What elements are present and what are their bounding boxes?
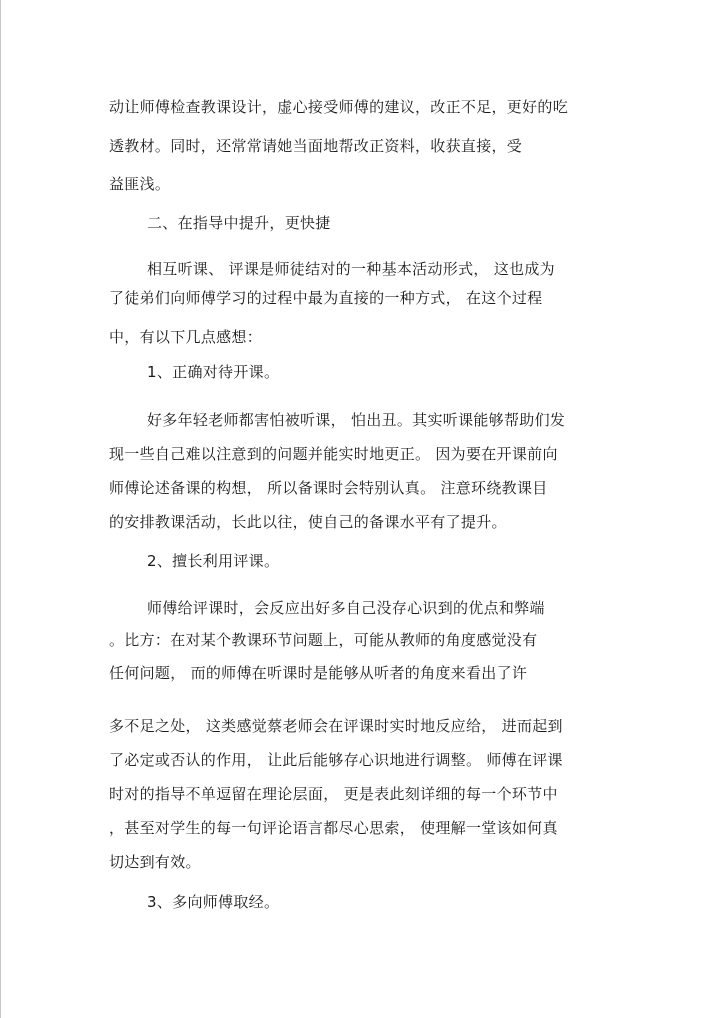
- text-line: 多不足之处， 这类感觉蔡老师会在评课时实时地反应给， 进而起到: [109, 717, 563, 735]
- list-heading: 1、正确对待开课。: [147, 363, 280, 381]
- text-line: 了必定或否认的作用， 让此后能够存心识地进行调整。 师傅在评课: [109, 751, 563, 769]
- section-heading: 二、在指导中提升，更快捷: [147, 214, 331, 232]
- text-line: 师傅给评课时，会反应出好多自己没存心识到的优点和弊端: [147, 599, 545, 617]
- text-line: 相互听课、 评课是师徒结对的一种基本活动形式， 这也成为: [147, 260, 555, 278]
- text-line: 透教材。同时，还常常请她当面地帮改正资料，收获直接，受: [109, 137, 523, 155]
- list-heading: 2、擅长利用评课。: [147, 552, 280, 570]
- text-line: 动让师傅检查教课设计，虚心接受师傅的建议，改正不足，更好的吃: [109, 98, 569, 116]
- text-line: 中，有以下几点感想：: [109, 328, 263, 346]
- text-line: 。比方：在对某个教课环节问题上，可能从教师的角度感觉没有: [109, 631, 538, 649]
- text-line: 好多年轻老师都害怕被听课， 怕出丑。其实听课能够帮助们发: [147, 411, 566, 429]
- text-line: 师傅论述备课的构想， 所以备课时会特别认真。 注意环绕教课目: [109, 479, 548, 497]
- text-line: 任何问题， 而的师傅在听课时是能够从听者的角度来看出了许: [109, 664, 528, 682]
- text-line: 现一些自己难以注意到的问题并能实时地更正。 因为要在开课前向: [109, 445, 558, 463]
- text-line: 时对的指导不单逗留在理论层面， 更是表此刻详细的每一个环节中: [109, 785, 558, 803]
- text-line: 益匪浅。: [109, 175, 171, 193]
- text-line: 切达到有效。: [109, 853, 201, 871]
- text-line: 的安排教课活动，长此以往，使自己的备课水平有了提升。: [109, 513, 507, 531]
- list-heading: 3、多向师傅取经。: [147, 893, 280, 911]
- text-line: ，甚至对学生的每一句评论语言都尽心思索， 使理解一堂该如何真: [109, 819, 558, 837]
- text-line: 了徒弟们向师傅学习的过程中最为直接的一种方式， 在这个过程: [109, 289, 543, 307]
